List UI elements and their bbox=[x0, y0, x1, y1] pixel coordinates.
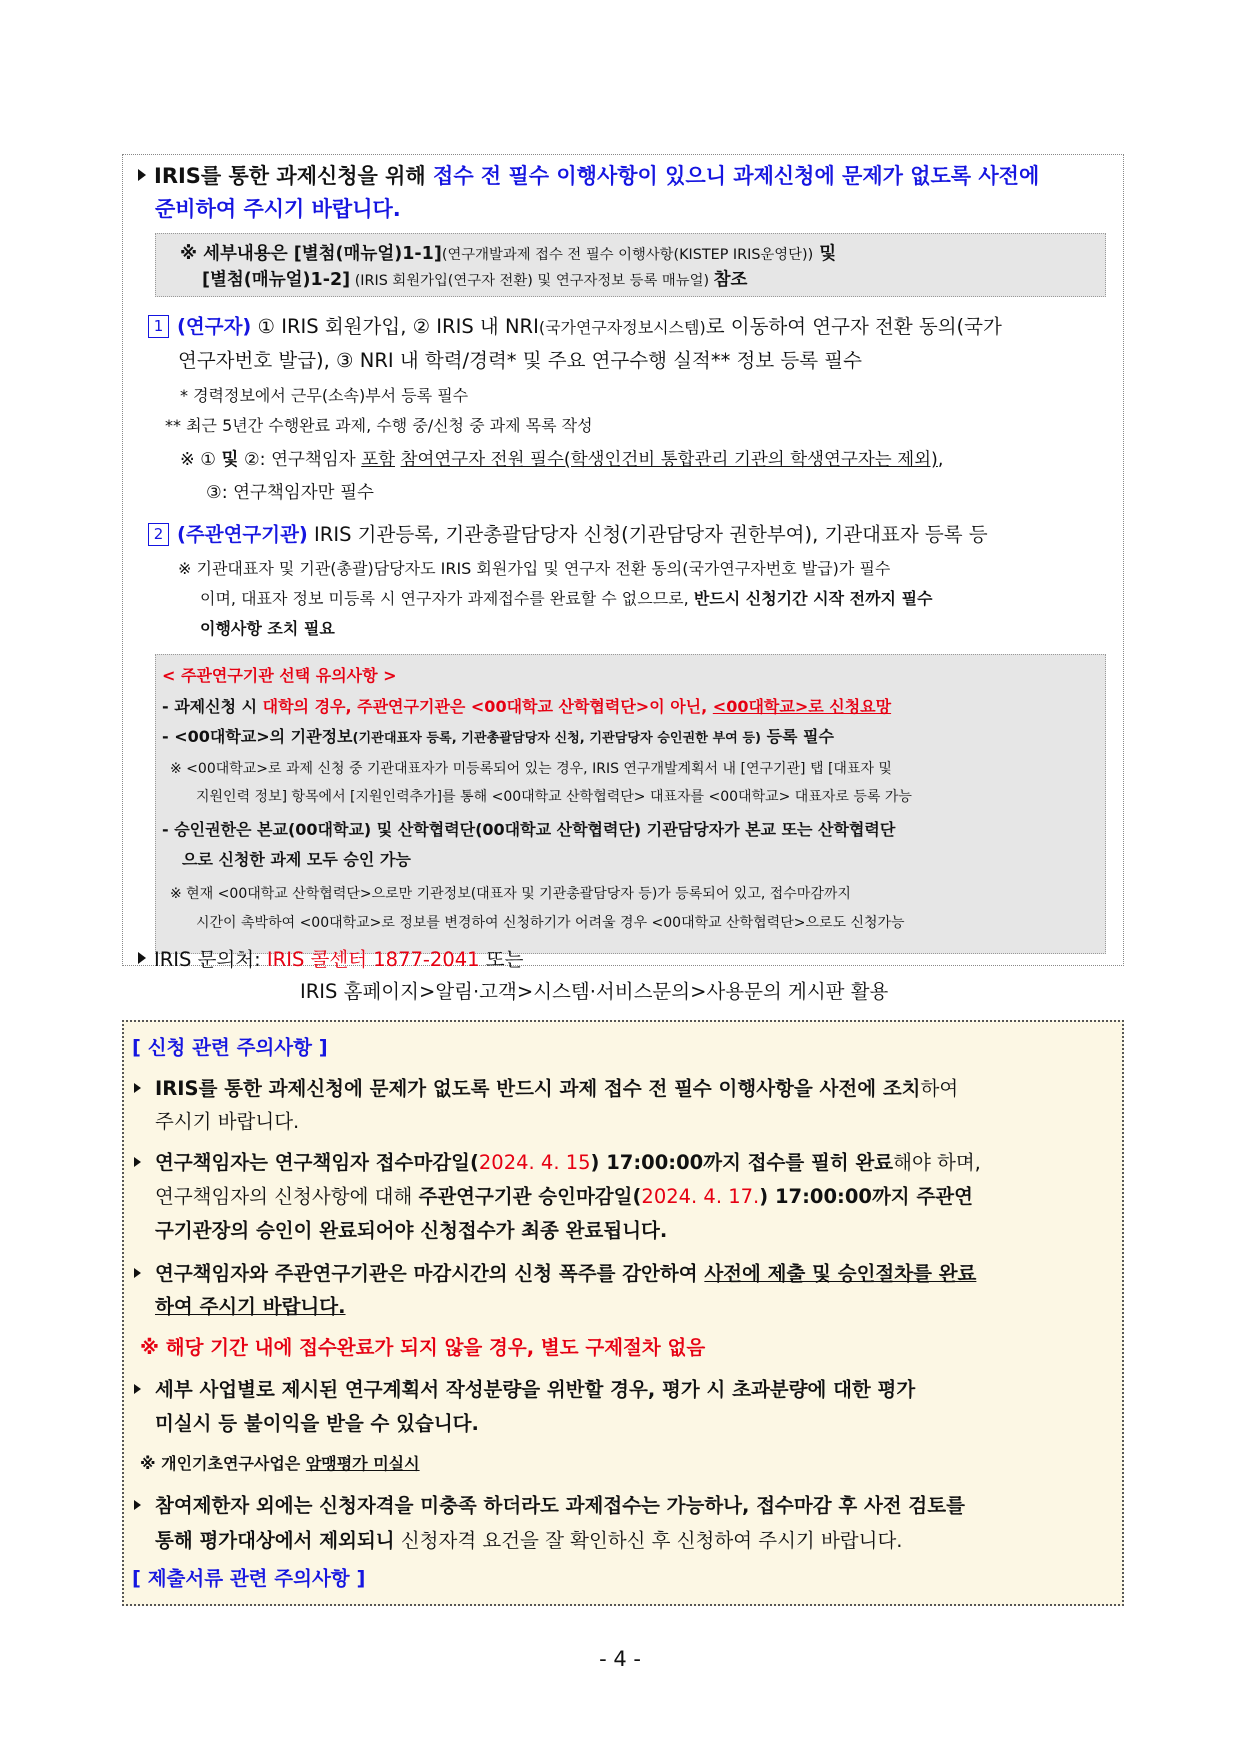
caution-bullet-1: - 과제신청 시 대학의 경우, 주관연구기관은 <00대학교 산학협력단>이 아닌, <00대학교>로 신청요망 bbox=[162, 697, 892, 716]
intro-line-2: 준비하여 주시기 바랍니다. bbox=[155, 197, 401, 221]
page-number: - 4 - bbox=[599, 1647, 641, 1671]
caution-sub-2: 지원인력 정보] 항목에서 [지원인력추가]를 통해 <00대학교 산학협력단> 대표자를 <00대학교> 대표자로 등록 가능 bbox=[196, 789, 912, 805]
triangle-bullet-icon bbox=[138, 952, 146, 964]
caution-paragraph-4b: 미실시 등 불이익을 받을 수 있습니다. bbox=[155, 1412, 479, 1435]
triangle-bullet-icon bbox=[134, 1083, 141, 1093]
contact-line-2: IRIS 홈페이지>알림·고객>시스템·서비스문의>사용문의 게시판 활용 bbox=[300, 980, 889, 1003]
item2-line-1: 2 (주관연구기관) IRIS 기관등록, 기관총괄담당자 신청(기관담당자 권한부여), 기관대표자 등록 등 bbox=[148, 519, 988, 547]
caution-paragraph-3b: 하여 주시기 바랍니다. bbox=[155, 1295, 346, 1318]
item1-note-1: ※ ① 및 ②: 연구책임자 포함 참여연구자 전원 필수(학생인건비 통합관리 기관의 학생연구자는 제외), bbox=[180, 450, 944, 470]
caution-paragraph-1b: 주시기 바랍니다. bbox=[155, 1110, 300, 1133]
caution-sub-4: 시간이 촉박하여 <00대학교>로 정보를 변경하여 신청하기가 어려울 경우 <00대학교 산학협력단>으로도 신청가능 bbox=[196, 915, 905, 931]
caution-bullet-2: - <00대학교>의 기관정보(기관대표자 등록, 기관총괄담당자 신청, 기관담당자 승인권한 부여 등) 등록 필수 bbox=[162, 727, 834, 746]
contact-line-1: IRIS 문의처: IRIS 콜센터 1877-2041 또는 bbox=[138, 944, 523, 972]
caution-paragraph-1a: IRIS를 통한 과제신청에 문제가 없도록 반드시 과제 접수 전 필수 이행사항을 사전에 조치하여 bbox=[134, 1073, 958, 1101]
item2-note-1: ※ 기관대표자 및 기관(총괄)담당자도 IRIS 회원가입 및 연구자 전환 동의(국가연구자번호 발급)가 필수 bbox=[178, 559, 891, 578]
item1-footnote-2: ** 최근 5년간 수행완료 과제, 수행 중/신청 중 과제 목록 작성 bbox=[165, 416, 593, 435]
caution-paragraph-3a: 연구책임자와 주관연구기관은 마감시간의 신청 폭주를 감안하여 사전에 제출 및 승인절차를 완료 bbox=[134, 1258, 976, 1286]
caution-sub-3: ※ 현재 <00대학교 산학협력단>으로만 기관정보(대표자 및 기관총괄담당자 등)가 등록되어 있고, 접수마감까지 bbox=[170, 886, 851, 902]
item1-line-1: 1 (연구자) ① IRIS 회원가입, ② IRIS 내 NRI(국가연구자정보시스템)로 이동하여 연구자 전환 동의(국가 bbox=[148, 311, 1002, 339]
note-line-2: [별첨(매뉴얼)1-2] (IRIS 회원가입(연구자 전환) 및 연구자정보 등록 매뉴얼) 참조 bbox=[202, 270, 748, 290]
triangle-bullet-icon bbox=[138, 169, 146, 181]
section-heading-application: [ 신청 관련 주의사항 ] bbox=[132, 1036, 328, 1059]
triangle-bullet-icon bbox=[134, 1268, 141, 1278]
item1-footnote-1: * 경력정보에서 근무(소속)부서 등록 필수 bbox=[180, 386, 469, 405]
caution-paragraph-5b: 통해 평가대상에서 제외되니 신청자격 요건을 잘 확인하신 후 신청하여 주시기 바랍니다. bbox=[155, 1529, 903, 1552]
item1-note-2: ③: 연구책임자만 필수 bbox=[206, 483, 374, 503]
caution-paragraph-2a: 연구책임자는 연구책임자 접수마감일(2024. 4. 15) 17:00:00까지 접수를 필히 완료해야 하며, bbox=[134, 1147, 981, 1175]
intro-line-1: IRIS를 통한 과제신청을 위해 접수 전 필수 이행사항이 있으니 과제신청에 문제가 없도록 사전에 bbox=[138, 160, 1039, 190]
basic-research-note: ※ 개인기초연구사업은 암맹평가 미실시 bbox=[140, 1454, 420, 1473]
caution-paragraph-2b: 연구책임자의 신청사항에 대해 주관연구기관 승인마감일(2024. 4. 17.) 17:00:00까지 주관연 bbox=[155, 1185, 973, 1208]
item-number-box: 2 bbox=[148, 523, 169, 546]
section-heading-documents: [ 제출서류 관련 주의사항 ] bbox=[132, 1567, 366, 1590]
caution-title: < 주관연구기관 선택 유의사항 > bbox=[162, 666, 397, 685]
item1-line-2: 연구자번호 발급), ③ NRI 내 학력/경력* 및 주요 연구수행 실적** 정보 등록 필수 bbox=[178, 349, 862, 372]
item-number-box: 1 bbox=[148, 315, 169, 338]
triangle-bullet-icon bbox=[134, 1157, 141, 1167]
caution-paragraph-5a: 참여제한자 외에는 신청자격을 미충족 하더라도 과제접수는 가능하나, 접수마감 후 사전 검토를 bbox=[134, 1490, 965, 1518]
no-relief-warning: ※ 해당 기간 내에 접수완료가 되지 않을 경우, 별도 구제절차 없음 bbox=[140, 1336, 706, 1359]
item2-note-2: 이며, 대표자 정보 미등록 시 연구자가 과제접수를 완료할 수 없으므로, 반드시 신청기간 시작 전까지 필수 bbox=[200, 589, 933, 608]
caution-sub-1: ※ <00대학교>로 과제 신청 중 기관대표자가 미등록되어 있는 경우, IRIS 연구개발계획서 내 [연구기관] 탭 [대표자 및 bbox=[170, 761, 892, 777]
item2-note-3: 이행사항 조치 필요 bbox=[200, 619, 335, 638]
caution-bullet-3b: 으로 신청한 과제 모두 승인 가능 bbox=[182, 850, 411, 869]
caution-bullet-3a: - 승인권한은 본교(00대학교) 및 산학협력단(00대학교 산학협력단) 기관담당자가 본교 또는 산학협력단 bbox=[162, 820, 896, 839]
caution-paragraph-2c: 구기관장의 승인이 완료되어야 신청접수가 최종 완료됩니다. bbox=[155, 1219, 668, 1242]
note-line-1: ※ 세부내용은 [별첨(매뉴얼)1-1](연구개발과제 접수 전 필수 이행사항(KISTEP IRIS운영단)) 및 bbox=[180, 244, 837, 264]
triangle-bullet-icon bbox=[134, 1500, 141, 1510]
caution-paragraph-4a: 세부 사업별로 제시된 연구계획서 작성분량을 위반할 경우, 평가 시 초과분량에 대한 평가 bbox=[134, 1374, 915, 1402]
triangle-bullet-icon bbox=[134, 1384, 141, 1394]
